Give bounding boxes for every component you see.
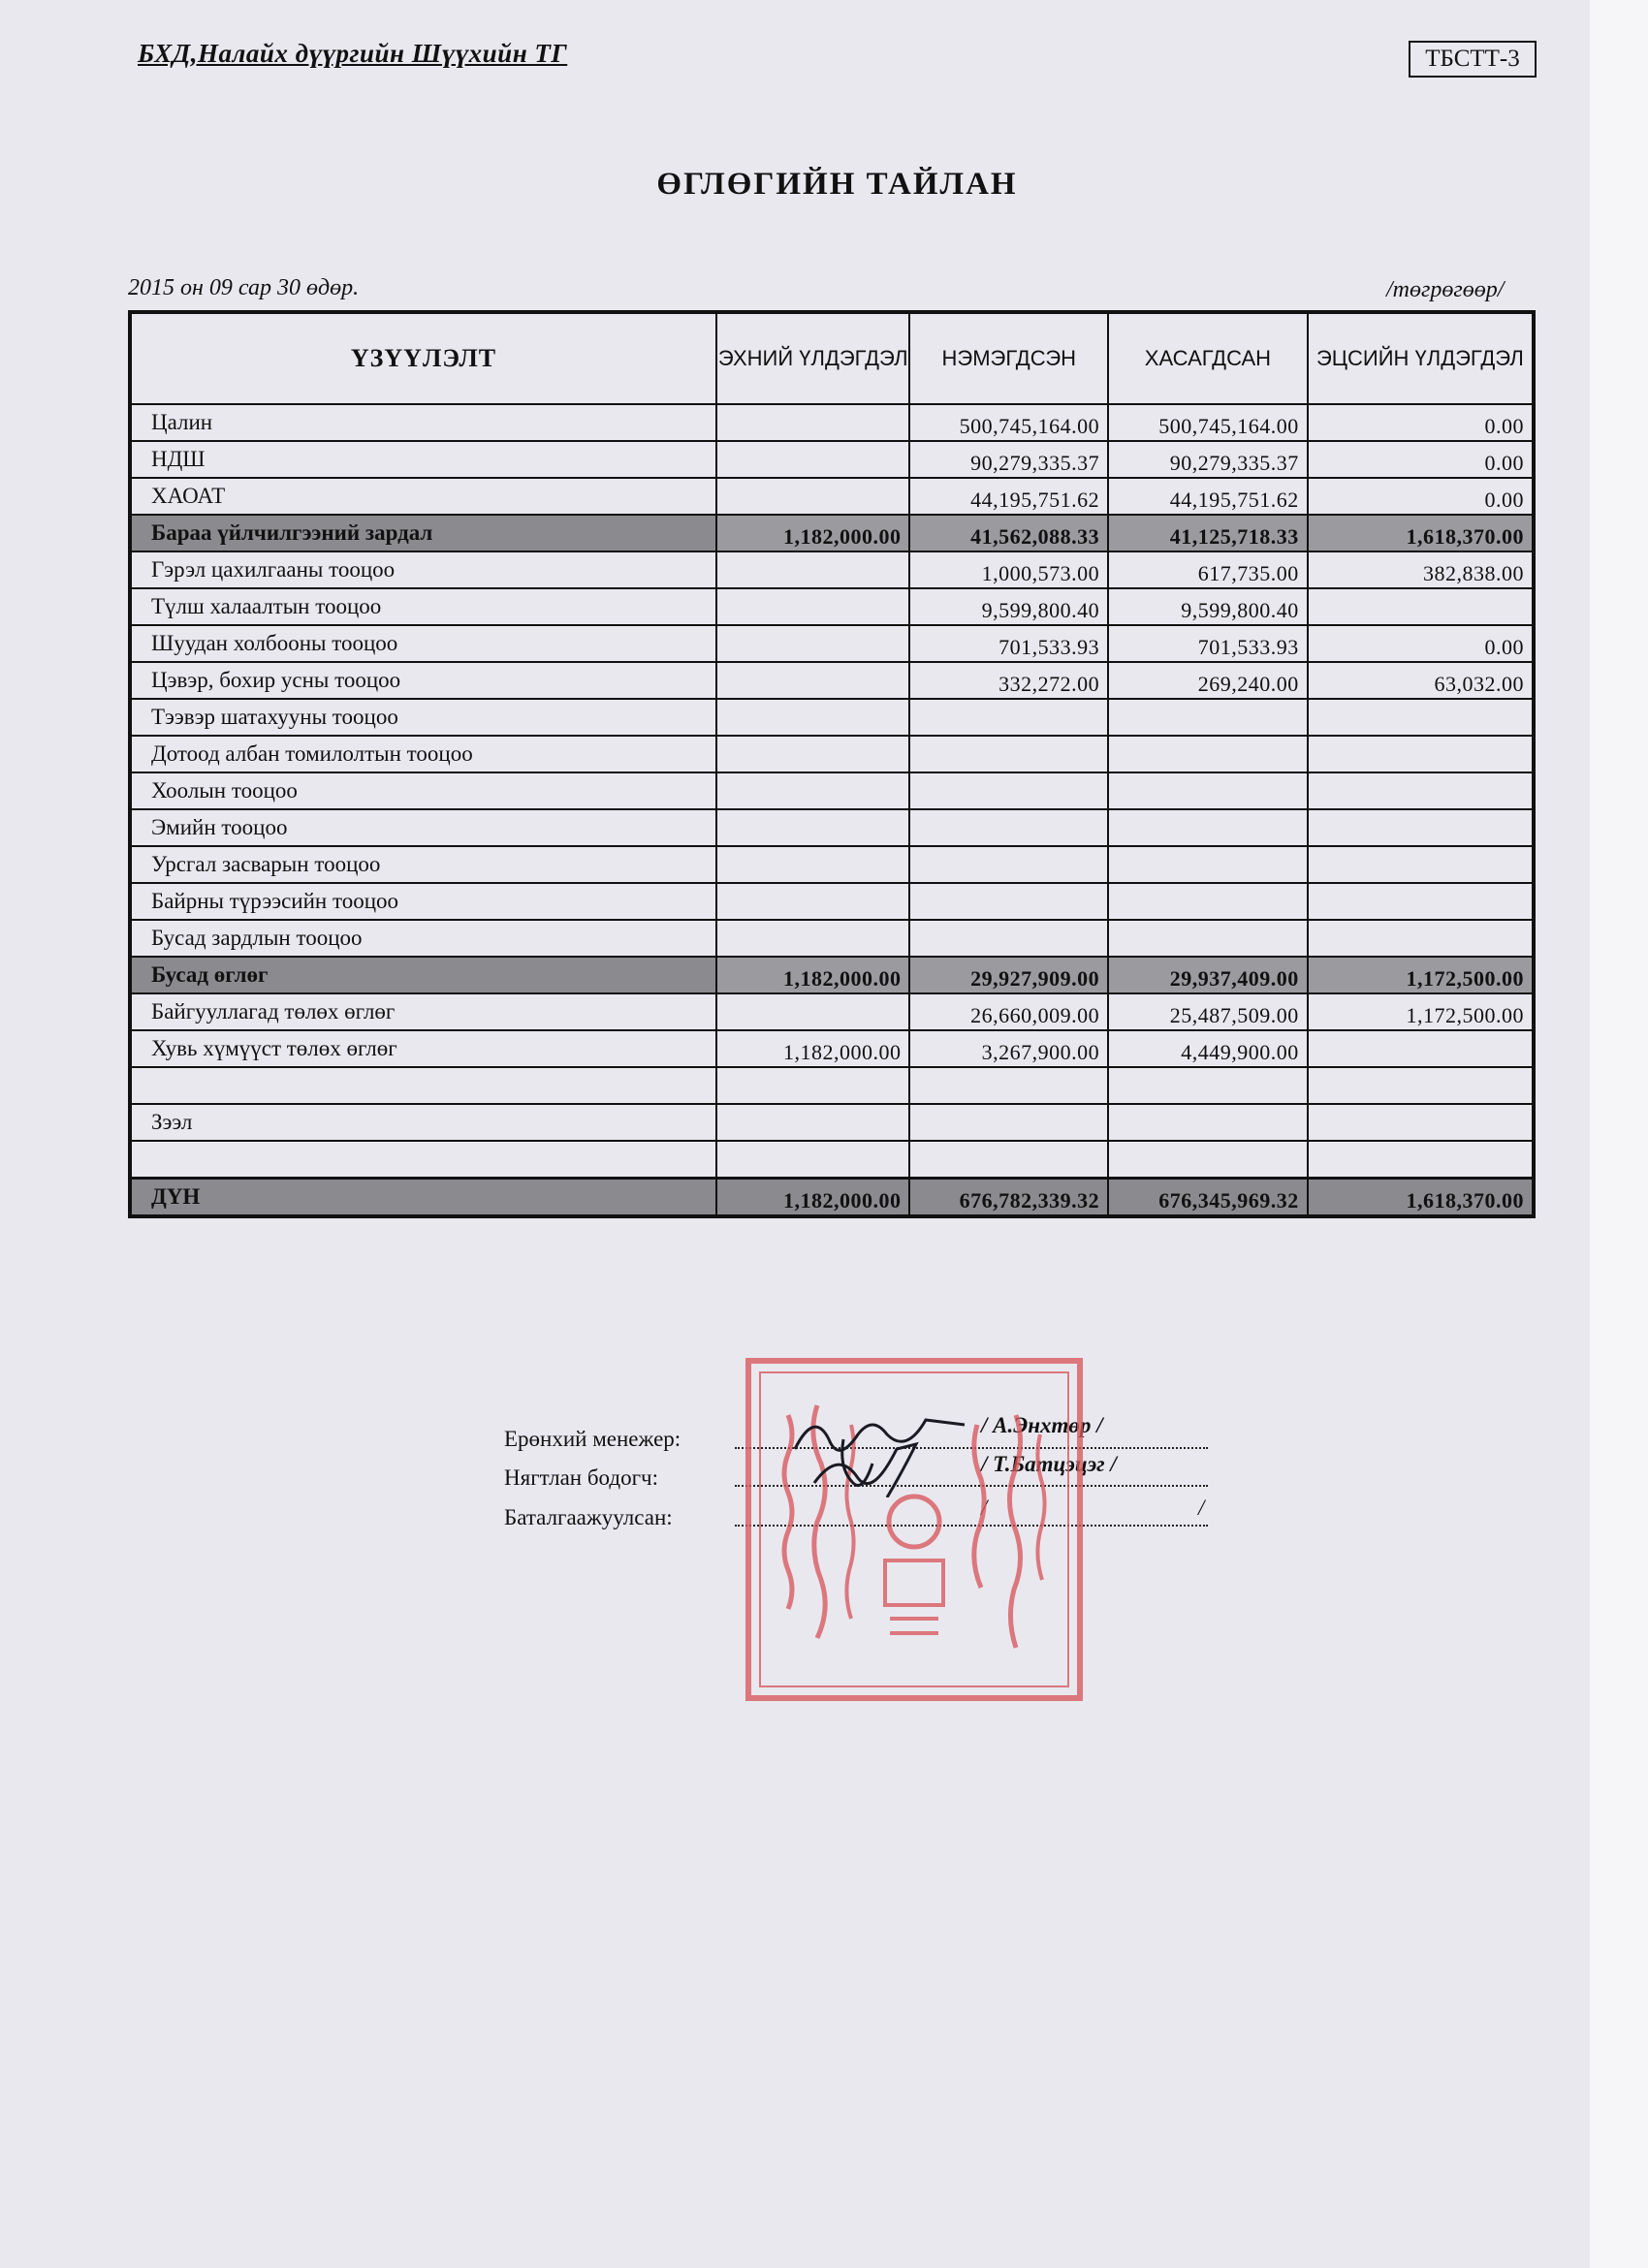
start-balance-cell: 1,182,000.00 [716, 957, 910, 993]
deducted-cell: 500,745,164.00 [1108, 404, 1308, 441]
deducted-cell: 676,345,969.32 [1108, 1179, 1308, 1217]
row-label: Цалин [130, 404, 716, 441]
table-row [130, 662, 1534, 699]
added-cell [909, 736, 1108, 772]
deducted-cell [1108, 699, 1308, 736]
row-label: Цэвэр, бохир усны тооцоо [130, 662, 716, 699]
start-balance-cell: 1,182,000.00 [716, 1179, 910, 1217]
start-balance-cell [716, 1141, 910, 1179]
end-balance-cell: 0.00 [1308, 625, 1534, 662]
column-header: ЭЦСИЙН ҮЛДЭГДЭЛ [1308, 312, 1534, 404]
verified-slash-open: / [981, 1496, 988, 1520]
form-code-box: ТБСТТ-3 [1409, 41, 1537, 78]
start-balance-cell [716, 662, 910, 699]
start-balance-cell [716, 478, 910, 515]
official-stamp [745, 1357, 1084, 1702]
accountant-name: / Т.Батцэцэг / [981, 1452, 1117, 1476]
start-balance-cell [716, 404, 910, 441]
table-row [130, 699, 1534, 736]
end-balance-cell [1308, 846, 1534, 883]
start-balance-cell [716, 551, 910, 588]
manager-label: Ерөнхий менежер: [504, 1427, 681, 1451]
added-cell: 3,267,900.00 [909, 1030, 1108, 1067]
deducted-cell [1108, 1141, 1308, 1179]
deducted-cell: 90,279,335.37 [1108, 441, 1308, 478]
start-balance-cell [716, 699, 910, 736]
table-row [130, 1030, 1534, 1067]
row-label: Урсгал засварын тооцоо [130, 846, 716, 883]
start-balance-cell [716, 736, 910, 772]
end-balance-cell [1308, 1104, 1534, 1141]
row-label [130, 1141, 716, 1179]
added-cell [909, 699, 1108, 736]
table-row [130, 1141, 1534, 1179]
row-label: Байгууллагад төлөх өглөг [130, 993, 716, 1030]
start-balance-cell: 1,182,000.00 [716, 1030, 910, 1067]
deducted-cell: 41,125,718.33 [1108, 515, 1308, 551]
added-cell [909, 883, 1108, 920]
end-balance-cell [1308, 588, 1534, 625]
end-balance-cell: 0.00 [1308, 441, 1534, 478]
table-row [130, 1104, 1534, 1141]
added-cell: 9,599,800.40 [909, 588, 1108, 625]
added-cell: 41,562,088.33 [909, 515, 1108, 551]
end-balance-cell [1308, 920, 1534, 957]
deducted-cell: 617,735.00 [1108, 551, 1308, 588]
deducted-cell: 9,599,800.40 [1108, 588, 1308, 625]
deducted-cell [1108, 883, 1308, 920]
added-cell: 29,927,909.00 [909, 957, 1108, 993]
table-row [130, 441, 1534, 478]
deducted-cell [1108, 772, 1308, 809]
table-row [130, 736, 1534, 772]
start-balance-cell: 1,182,000.00 [716, 515, 910, 551]
end-balance-cell: 1,618,370.00 [1308, 515, 1534, 551]
table-row [130, 1179, 1534, 1217]
row-label: ХАОАТ [130, 478, 716, 515]
end-balance-cell: 1,618,370.00 [1308, 1179, 1534, 1217]
start-balance-cell [716, 588, 910, 625]
added-cell: 701,533.93 [909, 625, 1108, 662]
verified-slash-close: / [1198, 1496, 1205, 1520]
end-balance-cell: 0.00 [1308, 478, 1534, 515]
start-balance-cell [716, 846, 910, 883]
row-label: Бусад зардлын тооцоо [130, 920, 716, 957]
row-label: Гэрэл цахилгааны тооцоо [130, 551, 716, 588]
report-title: ӨГЛӨГИЙН ТАЙЛАН [656, 167, 1018, 202]
added-cell: 676,782,339.32 [909, 1179, 1108, 1217]
deducted-cell [1108, 920, 1308, 957]
deducted-cell [1108, 846, 1308, 883]
manager-name: / А.Энхтөр / [981, 1413, 1103, 1437]
table-row [130, 993, 1534, 1030]
column-header: НЭМЭГДСЭН [909, 312, 1108, 404]
end-balance-cell: 0.00 [1308, 404, 1534, 441]
end-balance-cell: 63,032.00 [1308, 662, 1534, 699]
end-balance-cell [1308, 699, 1534, 736]
report-date: 2015 он 09 сар 30 өдөр. [128, 275, 360, 300]
start-balance-cell [716, 772, 910, 809]
added-cell: 1,000,573.00 [909, 551, 1108, 588]
column-header: ҮЗҮҮЛЭЛТ [130, 312, 716, 404]
start-balance-cell [716, 809, 910, 846]
table-row [130, 625, 1534, 662]
handwritten-signatures [776, 1410, 1008, 1497]
row-label [130, 1067, 716, 1104]
row-label: НДШ [130, 441, 716, 478]
column-header: ХАСАГДСАН [1108, 312, 1308, 404]
table-row [130, 404, 1534, 441]
table-row [130, 920, 1534, 957]
added-cell: 44,195,751.62 [909, 478, 1108, 515]
scanner-margin [1590, 0, 1648, 2268]
table-row [130, 1067, 1534, 1104]
added-cell: 26,660,009.00 [909, 993, 1108, 1030]
table-header-row [130, 312, 1534, 404]
added-cell [909, 772, 1108, 809]
end-balance-cell: 382,838.00 [1308, 551, 1534, 588]
deducted-cell [1108, 1067, 1308, 1104]
end-balance-cell [1308, 1141, 1534, 1179]
end-balance-cell [1308, 736, 1534, 772]
table-row [130, 551, 1534, 588]
currency-unit: /төгрөгөөр/ [1386, 277, 1505, 302]
end-balance-cell [1308, 883, 1534, 920]
deducted-cell: 25,487,509.00 [1108, 993, 1308, 1030]
added-cell [909, 1141, 1108, 1179]
added-cell: 332,272.00 [909, 662, 1108, 699]
deducted-cell [1108, 809, 1308, 846]
start-balance-cell [716, 920, 910, 957]
row-label: Эмийн тооцоо [130, 809, 716, 846]
end-balance-cell [1308, 1030, 1534, 1067]
row-label: ДҮН [130, 1179, 716, 1217]
table-row [130, 515, 1534, 551]
start-balance-cell [716, 993, 910, 1030]
row-label: Хувь хүмүүст төлөх өглөг [130, 1030, 716, 1067]
end-balance-cell [1308, 1067, 1534, 1104]
table-row [130, 478, 1534, 515]
verified-label: Баталгаажуулсан: [504, 1505, 673, 1529]
end-balance-cell: 1,172,500.00 [1308, 993, 1534, 1030]
row-label: Бараа үйлчилгээний зардал [130, 515, 716, 551]
added-cell [909, 1104, 1108, 1141]
row-label: Байрны түрээсийн тооцоо [130, 883, 716, 920]
deducted-cell: 269,240.00 [1108, 662, 1308, 699]
deducted-cell: 29,937,409.00 [1108, 957, 1308, 993]
table-row [130, 883, 1534, 920]
table-row [130, 957, 1534, 993]
table-row [130, 809, 1534, 846]
table-row [130, 846, 1534, 883]
end-balance-cell [1308, 809, 1534, 846]
start-balance-cell [716, 441, 910, 478]
row-label: Дотоод албан томилолтын тооцоо [130, 736, 716, 772]
row-label: Хоолын тооцоо [130, 772, 716, 809]
deducted-cell [1108, 1104, 1308, 1141]
payables-table [128, 310, 1536, 1218]
added-cell [909, 920, 1108, 957]
deducted-cell [1108, 736, 1308, 772]
added-cell [909, 809, 1108, 846]
table-row [130, 772, 1534, 809]
row-label: Түлш халаалтын тооцоо [130, 588, 716, 625]
deducted-cell: 701,533.93 [1108, 625, 1308, 662]
added-cell [909, 846, 1108, 883]
end-balance-cell [1308, 772, 1534, 809]
accountant-label: Нягтлан бодогч: [504, 1465, 658, 1490]
table-body [130, 404, 1534, 1216]
row-label: Зээл [130, 1104, 716, 1141]
added-cell [909, 1067, 1108, 1104]
organization-name: БХД,Налайх дүүргийн Шүүхийн ТГ [138, 39, 568, 68]
column-header: ЭХНИЙ ҮЛДЭГДЭЛ [716, 312, 910, 404]
table-row [130, 588, 1534, 625]
start-balance-cell [716, 1067, 910, 1104]
row-label: Шуудан холбооны тооцоо [130, 625, 716, 662]
deducted-cell: 44,195,751.62 [1108, 478, 1308, 515]
deducted-cell: 4,449,900.00 [1108, 1030, 1308, 1067]
added-cell: 90,279,335.37 [909, 441, 1108, 478]
row-label: Бусад өглөг [130, 957, 716, 993]
row-label: Тээвэр шатахууны тооцоо [130, 699, 716, 736]
added-cell: 500,745,164.00 [909, 404, 1108, 441]
start-balance-cell [716, 883, 910, 920]
start-balance-cell [716, 625, 910, 662]
end-balance-cell: 1,172,500.00 [1308, 957, 1534, 993]
start-balance-cell [716, 1104, 910, 1141]
